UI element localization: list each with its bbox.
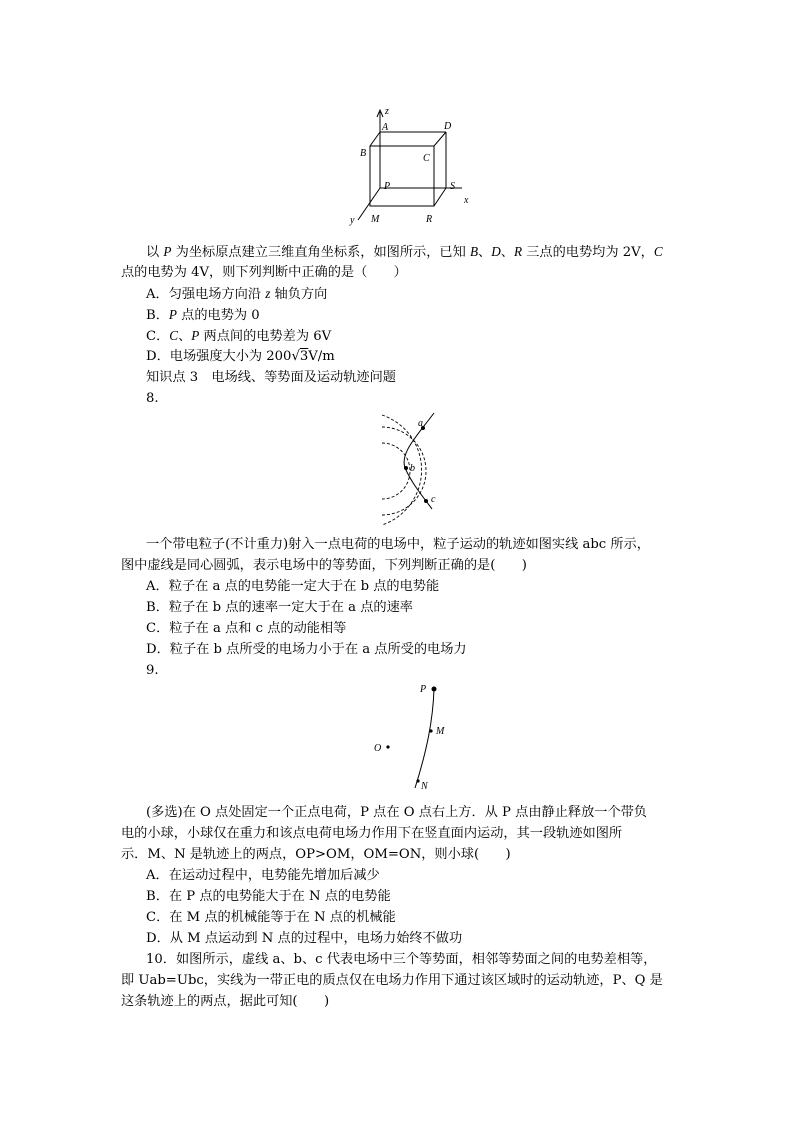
point-P: [432, 687, 437, 692]
edge-CD: [434, 132, 446, 146]
q7-option-b: B．P 点的电势为 0: [146, 307, 260, 323]
q10-stem-line2: 即 Uab=Ubc，实线为一带正电的质点仅在电场力作用下通过该区域时的运动轨迹，P、Q 是: [121, 973, 663, 988]
q9-number: 9.: [146, 663, 159, 678]
ball-trajectory-figure: [365, 680, 455, 795]
point-b: [404, 466, 408, 470]
label-P: P: [420, 684, 427, 695]
q9-option-d: D．从 M 点运动到 N 点的过程中，电场力始终不做功: [146, 931, 463, 946]
label-y: y: [350, 215, 355, 226]
q8-stem-line1: 一个带电粒子(不计重力)射入一点电荷的电场中，粒子运动的轨迹如图实线 abc 所示，: [146, 537, 650, 552]
point-O: [386, 745, 389, 748]
label-D: D: [444, 121, 452, 132]
cube-axes-figure: [340, 100, 480, 230]
ball-trajectory: [415, 689, 434, 788]
point-N: [416, 779, 419, 782]
q9-option-c: C．在 M 点的机械能等于在 N 点的机械能: [146, 910, 396, 925]
q9-option-a: A．在运动过程中，电势能先增加后减少: [146, 868, 380, 883]
q8-option-a: A．粒子在 a 点的电势能一定大于在 b 点的电势能: [146, 579, 440, 594]
label-S: S: [450, 181, 455, 192]
q7-stem-line2: 点的电势为 4V，则下列判断中正确的是（ ）: [121, 265, 407, 280]
q9-stem-line3: 示．M、N 是轨迹上的两点，OP>OM，OM=ON，则小球( ): [121, 847, 511, 862]
q7-option-a: A．匀强电场方向沿 z 轴负方向: [146, 286, 328, 302]
label-a: a: [418, 418, 423, 429]
point-M: [429, 729, 432, 732]
label-O: O: [374, 743, 382, 754]
equipotential-arc-inner: [382, 443, 410, 499]
equipotential-arc-middle: [382, 427, 426, 515]
label-B: B: [360, 148, 367, 159]
label-M: M: [436, 726, 445, 737]
q8-option-b: B．粒子在 b 点的速率一定大于在 a 点的速率: [146, 600, 413, 615]
label-A: A: [382, 122, 389, 133]
label-c: c: [431, 494, 436, 505]
label-z: z: [385, 106, 389, 117]
q8-number: 8.: [146, 391, 159, 406]
label-x: x: [464, 195, 469, 206]
edge-RS: [434, 188, 446, 206]
q8-option-c: C．粒子在 a 点和 c 点的动能相等: [146, 621, 347, 636]
edge-BA: [370, 132, 380, 146]
label-P: P: [384, 181, 391, 192]
q9-option-b: B．在 P 点的电势能大于在 N 点的电势能: [146, 889, 391, 904]
equipotential-arcs-figure: [380, 415, 460, 525]
q9-stem-line2: 电的小球，小球仅在重力和该点电荷电场力作用下在竖直面内运动，其一段轨迹如图所: [121, 826, 623, 841]
point-c: [424, 499, 428, 503]
q8-stem-line2: 图中虚线是同心圆弧，表示电场中的等势面，下列判断正确的是( ): [121, 558, 527, 573]
q7-option-c: C．C、P 两点间的电势差为 6V: [146, 328, 332, 344]
label-b: b: [410, 463, 415, 474]
label-N: N: [421, 781, 428, 792]
label-M: M: [371, 214, 380, 225]
q10-stem-line3: 这条轨迹上的两点，据此可知( ): [121, 994, 330, 1009]
sqrt-radicand: 3: [299, 349, 309, 364]
section-title: 知识点 3 电场线、等势面及运动轨迹问题: [146, 370, 396, 385]
q10-stem-line1: 10．如图所示，虚线 a、b、c 代表电场中三个等势面，相邻等势面之间的电势差相等，: [146, 952, 657, 967]
q7-stem-line1: 以 P 为坐标原点建立三维直角坐标系，如图所示，已知 B、D、R 三点的电势均为 2V，C: [146, 244, 663, 260]
q9-stem-line1: (多选)在 O 点处固定一个正点电荷，P 点在 O 点右上方．从 P 点由静止释放一个带负: [146, 805, 647, 820]
label-R: R: [426, 214, 433, 225]
label-C: C: [423, 153, 430, 164]
q8-option-d: D．粒子在 b 点所受的电场力小于在 a 点所受的电场力: [146, 642, 467, 657]
q7-option-d: D．电场强度大小为 200√3V/m: [146, 349, 335, 364]
